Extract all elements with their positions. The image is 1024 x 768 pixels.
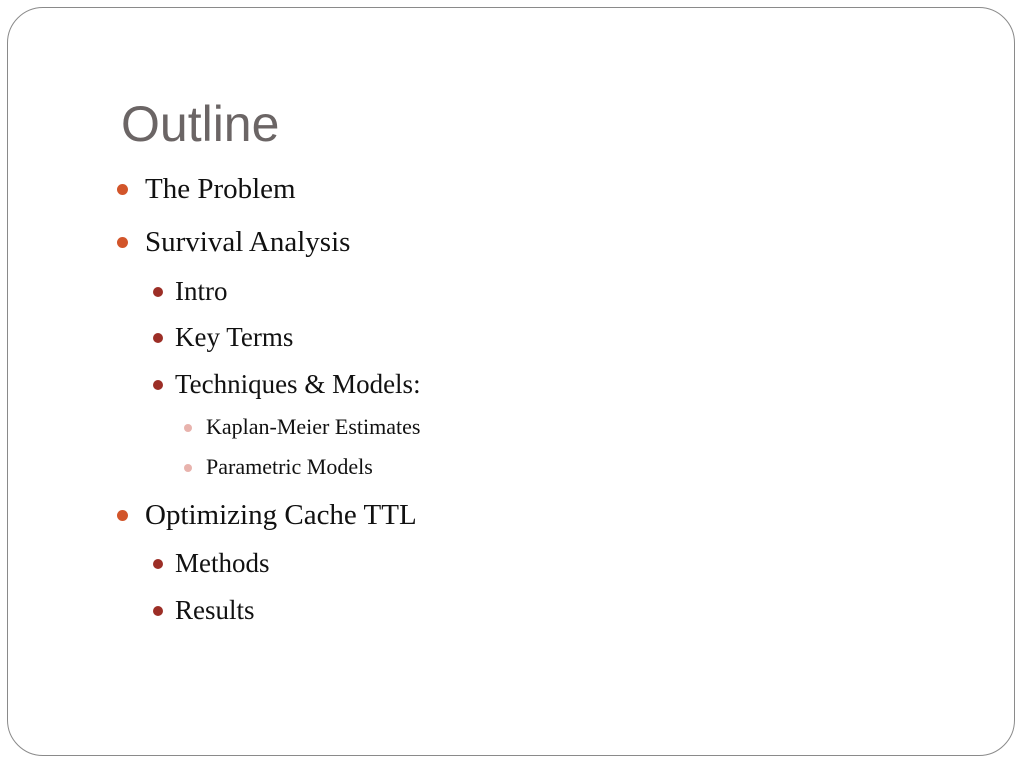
slide-title: Outline [121,96,280,152]
bullet-dot-icon [117,184,128,195]
bullet-dot-icon [117,237,128,248]
list-item [175,368,421,400]
list-item-text: Survival Analysis [145,226,351,258]
bullet-dot-icon [153,287,163,297]
slide-frame [7,7,1015,756]
bullet-dot-icon [153,333,163,343]
list-item [175,321,293,353]
bullet-dot-icon [153,559,163,569]
list-item-text: The Problem [145,173,296,205]
list-item [145,225,350,259]
list-item [206,454,373,480]
list-item-text: Methods [175,548,270,578]
list-item [145,498,417,532]
list-item [175,594,255,626]
list-item-text: Optimizing Cache TTL [145,499,417,531]
bullet-dot-icon [184,424,192,432]
list-item-text: Kaplan-Meier Estimates [206,414,421,439]
bullet-dot-icon [184,464,192,472]
list-item [175,275,227,307]
list-item-text: Parametric Models [206,454,373,479]
list-item-text: Intro [175,276,228,306]
list-item [175,547,270,579]
bullet-dot-icon [117,510,128,521]
bullet-dot-icon [153,606,163,616]
list-item-text: Key Terms [175,322,294,352]
list-item-text: Techniques & Models: [175,369,421,399]
list-item [145,172,296,206]
list-item [206,414,420,440]
bullet-dot-icon [153,380,163,390]
list-item-text: Results [175,595,255,625]
